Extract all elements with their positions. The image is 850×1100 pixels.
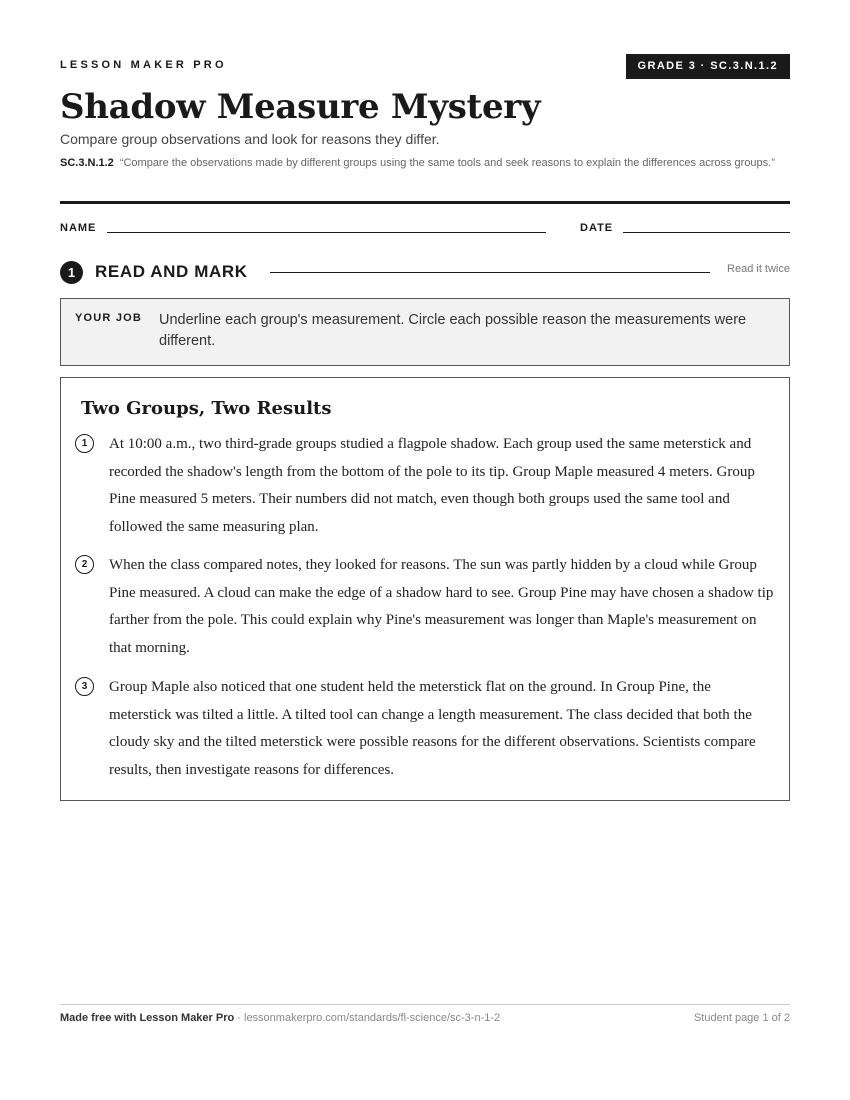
your-job-box (60, 298, 790, 366)
page-subtitle: Compare group observations and look for reasons they differ. (60, 131, 440, 147)
section-note: Read it twice (727, 263, 790, 275)
name-label: NAME (60, 222, 97, 234)
date-label: DATE (580, 222, 614, 234)
section-number-badge: 1 (60, 261, 83, 284)
standard-text: “Compare the observations made by different groups using the same tools and seek reasons to explain the differences across groups.” (119, 157, 775, 169)
your-job-instructions: Underline each group's measurement. Circle each possible reason the measurements were different. (159, 312, 747, 349)
paragraph-number: 1 (75, 434, 94, 453)
standard-statement (60, 155, 790, 172)
section-title: READ AND MARK (95, 262, 248, 281)
your-job-label: YOUR JOB (75, 312, 143, 324)
reading-passage (60, 377, 790, 801)
grade-standard-badge: GRADE 3 · SC.3.N.1.2 (626, 54, 790, 79)
section-divider (270, 272, 710, 273)
passage-title: Two Groups, Two Results (81, 398, 332, 419)
header-divider (60, 201, 790, 204)
footer-divider (60, 1004, 790, 1005)
page-indicator: Student page 1 of 2 (693, 1012, 790, 1024)
footer-credit (60, 1012, 500, 1024)
paragraph-text[interactable]: When the class compared notes, they looked for reasons. The sun was partly hidden by a cloud while Group Pine measured. A cloud can make the edge of a shadow hard to see. Group Pine may have chosen a shadow tip farther from the pole. This could explain why Pine's measurement was longer than Maple's measurement on that morning. (109, 557, 774, 657)
name-field[interactable] (107, 232, 546, 233)
paragraph-text[interactable]: Group Maple also noticed that one student held the meterstick flat on the ground. In Group Pine, the meterstick was tilted a little. A tilted tool can change a length measurement. The class decided that both the cloudy sky and the tilted meterstick were possible reasons for the different observations. Scientists compare results, then investigate reasons for differences. (109, 679, 756, 779)
footer-made-by: Made free with Lesson Maker Pro (60, 1012, 235, 1024)
footer-url[interactable]: · lessonmakerpro.com/standards/fl-science/sc-3-n-1-2 (234, 1012, 501, 1024)
standard-code: SC.3.N.1.2 (60, 157, 114, 169)
paragraph-number: 2 (75, 555, 94, 574)
page-title: Shadow Measure Mystery (60, 87, 541, 127)
paragraph-number: 3 (75, 677, 94, 696)
paragraph-text[interactable]: At 10:00 a.m., two third-grade groups studied a flagpole shadow. Each group used the same meterstick and recorded the shadow's length from the bottom of the pole to its tip. Group Maple measured 4 meters. Group Pine measured 5 meters. Their numbers did not match, even though both groups used the same tool and followed the same measuring plan. (109, 436, 755, 536)
worksheet-page (60, 0, 790, 1100)
date-field[interactable] (623, 232, 790, 233)
brand-name: LESSON MAKER PRO (60, 59, 227, 71)
